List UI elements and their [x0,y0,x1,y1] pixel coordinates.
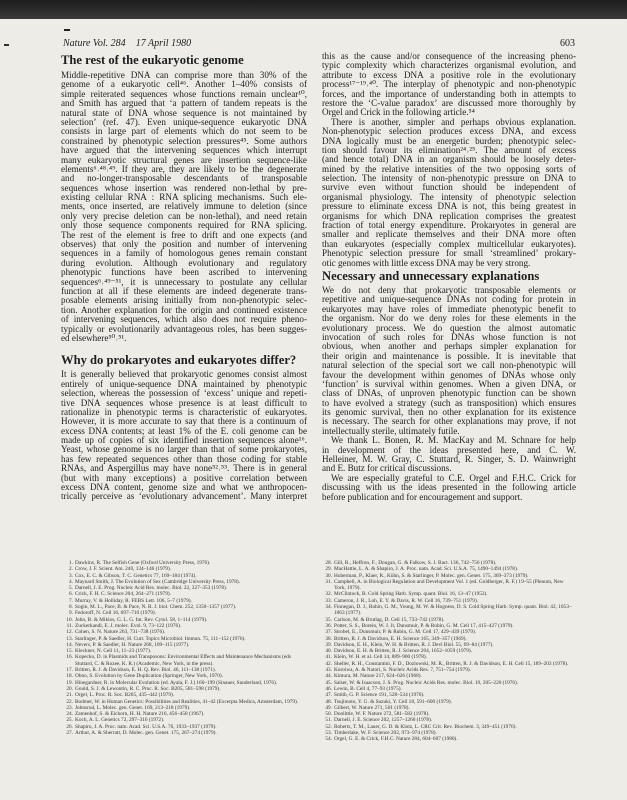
reference-item [322,579,576,592]
reference-text: Kimura, M. Nature 217, 624–626 (1968). [334,673,422,680]
reference-number: 42. [325,660,332,667]
reference-number: 32. [325,591,332,598]
reference-number: 41. [325,654,332,661]
reference-number: 15. [66,648,73,655]
text-line: selection. The intensity of non-phenotypic pressure on DNA to [322,174,576,184]
text-line: during evolution. Although evolutionary and regulatory [61,258,307,268]
text-line: attribute to excess DNA a positive role in the evolutionary [322,70,576,80]
section-heading: Necessary and unnecessary explanations [322,268,540,283]
reference-item [63,730,307,736]
text-line: fraction of total energy expenditure. Prokaryotes in general are [322,221,576,231]
text-line: favour the development within genomes of DNAs whose only [322,370,576,380]
reference-number: 20. [66,685,73,692]
text-line: selection, whereas the possession of ‘excess’ unique and repeti- [61,389,307,399]
reference-text: Johnsrud, L. Molec. gen. Genet. 169, 213–218 (1979). [75,704,191,711]
text-line: has few repeated sequences other than those coding for stable [61,454,307,464]
left-column [61,52,307,502]
text-line: this as the cause and/or consequence of the increasing pheno- [322,52,576,61]
running-header [63,38,201,49]
text-line: in development of the ideas presented here, and C. W. [322,445,576,455]
reference-number: 6. [69,591,73,598]
text-line: repetitive and unique-sequence DNAs not coding for protein in [322,295,576,305]
reference-text: Salser, W. & Isaacson, J. S. Prog. Nucleic Acids Res. molec. Biol. 19, 205–220 (1976). [334,679,519,686]
reference-number: 16. [66,654,73,661]
reference-text: Britten, R. J. & Davidson, E. H. Science 165, 349–357 (1969). [334,635,467,642]
reference-text: Orgel, L. Proc. R. Soc. B205, 435–442 (1979). [75,692,175,699]
paragraph [322,474,576,502]
reference-text: Klein, W. H. et al. Cell 14, 889–900 (1978). [334,654,427,661]
text-line: consists in large part of elements which do not seem to be [61,127,307,137]
text-line: Yeast, whose genome is no larger than that of some prokaryotes, [61,445,307,455]
text-line: The rest of the element is free to drift and one expects (and [61,230,307,240]
reference-number: 36. [325,622,332,629]
issue-date: 17 April 1980 [135,38,192,49]
text-line: natural selection of the special sort we call non-phenotypic will [322,361,576,371]
reference-item [63,654,307,667]
reference-item [322,604,576,617]
reference-number: 43. [325,667,332,674]
reference-number: 52. [325,723,332,730]
reference-number: 44. [325,673,332,680]
reference-number: 53. [325,730,332,737]
reference-number: 21. [66,692,73,699]
reference-number: 5. [69,585,73,592]
reference-number: 12. [66,629,73,636]
text-line: observes) that only the position and number of intervening [61,240,307,250]
reference-number: 35. [325,616,332,623]
reference-text: Gilbert, W. Nature 271, 501 (1978). [334,704,410,711]
reference-text: Crick, F. H. C. Science 204, 264–271 (1979). [75,591,171,598]
text-line: sequences whose insertion was rendered non-lethal by pre- [61,183,307,193]
reference-number: 34. [325,604,332,611]
reference-text: Davidson, E. H. & Britten, R. J. Science 204, 1052–1059 (1979). [334,648,472,655]
text-line: intellectually sterile, ultimately futile. [322,426,460,436]
text-line: natural state of DNA whose sequence is not maintained by [61,108,307,118]
text-line: and E. Butz for critical discussions. [322,464,452,474]
text-line: its genomic survival, then no other explanation for its existence [322,408,576,418]
text-line: Middle-repetitive DNA can comprise more than 30% of the [61,71,307,80]
text-line: elements⁶˒⁴⁸˒⁴⁹. If they are, they are likely to be the degenerate [61,164,307,174]
text-line: We do not deny that prokaryotic transposable elements or [322,285,576,295]
reference-number: 26. [66,723,73,730]
text-line: entirely of unique-sequence DNA maintained by phenotypic [61,379,307,389]
reference-number: 7. [69,597,73,604]
reference-number: 29. [325,566,332,573]
text-line: tive DNA sequences whose presence is at least difficult to [61,398,307,408]
reference-number: 51. [325,717,332,724]
reference-number: 13. [66,635,73,642]
text-line: We are especially grateful to C.E. Orgel and F.H.C. Crick for [331,473,576,483]
reference-number: 27. [66,730,73,737]
section-heading: The rest of the eukaryotic genome [61,53,244,67]
text-line: eukaryotes may have roles of immediate phenotypic benefit to [322,304,576,314]
text-line: excess DNA content, genome size and what we anthropocen- [61,483,307,493]
text-line: RNAs, and Aspergillus may have none⁵²˒⁵³. There is in general [61,464,307,474]
reference-text: Crow, J. F. Scient. Am. 240, 134–146 (1979). [75,566,172,573]
reference-text: Maynard Smith, J. The Evolution of Sex (Cambridge University Press, 1978). [75,578,240,585]
text-line: (and hence total) DNA in an organism should be loosely deter- [322,155,576,165]
text-line: have argued that the intervening sequences which interrupt [61,146,307,156]
text-line: forces, and the importance of understanding both in attempts to [322,89,576,99]
page-number: 603 [560,38,575,49]
text-line: process¹⁷⁻¹⁹˒⁴⁰. The interplay of phenotypic and non-phenotypic [322,80,576,90]
reference-text: Darnell, J. E. Science 202, 1257–1260 (1978). [334,717,433,724]
text-line: their origin and maintenance is possible. It is inevitable that [322,351,576,361]
text-line: It is generally believed that prokaryotic genomes consist almost [61,370,307,380]
reference-number: 14. [66,641,73,648]
text-line: rationalize in phenotypic terms is characteristic of eukaryotes. [61,407,307,417]
text-line: DNA logically must be an energetic burden; phenotypic selec- [322,136,576,146]
reference-text: Carlson, M. & Brutlag, D. Cell 15, 733–742 (1978). [334,616,445,623]
paragraph [61,71,307,343]
reference-number: 19. [66,679,73,686]
text-line: before publication and for encouragement and support. [322,492,523,502]
text-line: There is another, simpler and perhaps obvious explanation. [331,117,576,127]
reference-number: 50. [325,711,332,718]
journal-volume: Nature Vol. 284 [63,38,126,49]
reference-text: John, B. & Miklos, G. L. G. Int. Rev. Cytol. 58, 1–114 (1979). [75,616,208,623]
reference-number: 33. [325,597,332,604]
reference-text: Lewin, B. Cell 4, 77–93 (1975). [334,685,402,692]
text-line: phenotypic functions have been ascribed to intervening [61,268,307,278]
reference-text: Zamenhof, S. & Eichorn, H. H. Nature 216, 456–458 (1967). [75,711,205,718]
reference-number: 11. [66,622,73,629]
reference-number: 2. [69,566,73,573]
scan-mark [4,44,9,46]
reference-text: Kleckner, N. Cell 11, 11–23 (1977). [75,648,152,655]
text-line: restore the ‘C-value paradox’ are discussed more thoroughly by [322,98,576,108]
text-line: Phenotypic selection pressure for small ‘streamlined’ prokary- [322,249,576,259]
text-line: sequences⁶˒⁴⁹⁻⁵¹, it is unnecessary to postulate any cellular [61,277,307,287]
reference-text: Orgel, G. E. & Crick, F.H.C. Nature 284, 604–607 (1980). [334,736,458,743]
text-line: (but with many exceptions) a positive correlation between [61,473,307,483]
scan-mark [64,29,70,31]
reference-number: 22. [66,698,73,705]
text-line: otic genomes with little excess DNA may be very strong. [322,258,531,268]
reference-text: Kopecko, D. in Plasmids and Transposons: Environmental Effects and Maintenance Mechanisms (eds Stuttard, C. & Rozee, K. R.) (Academic, New York, in the press). [75,654,292,667]
text-line: genome of a eukaryotic cell⁴⁶. Another 1–40% consists of [61,80,307,90]
reference-number: 3. [69,572,73,579]
text-line: function at all if these elements are indeed degenerate trans- [61,286,307,296]
text-line: and Smith has argued that ‘a pattern of tandem repeats is the [61,99,307,109]
text-line: tion should favour its elimination²⁴˒²⁵. The amount of excess [322,145,576,155]
text-line: class of DNAs, of unproven phenotypic function can be shown [322,389,576,399]
text-line: mined by the relative intensities of the two opposing sorts of [322,164,576,174]
text-line: posable elements arising initially from non-phenotypic selec- [61,296,307,306]
reference-number: 54. [325,736,332,743]
reference-text: Gill, R., Heffron, F., Dougan, G. & Falkow, S. J. Bact. 136, 742–756 (1978). [334,560,497,566]
reference-number: 18. [66,673,73,680]
reference-text: McClintock, B. Cold Spring Harb. Symp. quant. Biol. 16, 13–47 (1952). [334,591,488,598]
text-line: Helleiner, M. W. Gray, C. Stuttard, R. Singer, S. D. Wainwright [322,455,576,465]
reference-text: Smith, G. P. Science 191, 528–534 (1976). [334,692,425,699]
text-line: However, it is more accurate to say that there is a continuum of [61,417,307,427]
reference-number: 37. [325,629,332,636]
reference-number: 23. [66,704,73,711]
reference-number: 48. [325,698,332,705]
paragraph [322,286,576,436]
reference-number: 40. [325,648,332,655]
reference-text: Cameron, J. R., Loh, E. Y. & Davis, R. W. Cell 16, 739–751 (1979). [334,597,479,604]
text-line: ed elsewhere⁵⁰˒⁵¹. [61,333,127,343]
text-line: typically or evolutionarily advantageous roles, has been sugges- [61,324,307,334]
text-line: excess DNA contents; at least 1% of the E. coli genome can be [61,426,307,436]
scan-border [0,0,627,19]
right-column [322,52,576,502]
text-line: the organism. Nor do we deny roles for these elements in the [322,314,576,324]
text-line: survive even without function should be independent of [322,183,576,193]
reference-text: Finnegan, D. J., Rubin, G. M., Young, M. W. & Hogness, D. S. Cold Spring Harb. Symp. quant. Biol. 42, 1053–1063 (1977). [334,604,572,617]
reference-number: 10. [66,616,73,623]
text-line: invocation of such roles for DNAs whose function is not [322,332,576,342]
references-left [63,560,307,736]
reference-text: Potter, S. S., Borein, W. J. Jr, Dunsmuir, P. & Rubin, G. M. Cell 17, 415–427 (1979). [334,622,514,629]
reference-text: Doolittle, W. F. Nature 272, 581–582 (1978). [334,711,430,718]
text-line: evolutionary process. We do question the almost automatic [322,323,576,333]
reference-text: Ohno, S. Evolution by Gene Duplication (Springer, New York, 1970). [75,673,223,680]
text-line: tion. Another explanation for the origin and continued existence [61,305,307,315]
reference-text: Shapiro, J. A. Proc. natn. Acad. Sci. U.S.A. 76, 1933–1937 (1979). [75,723,217,730]
paragraph [322,436,576,474]
text-line: We thank L. Bonen, R. M. MacKay and M. Schnare for help [331,436,576,446]
text-line: obvious, when another and perhaps simpler explanation for [322,342,576,352]
text-line: simple reiterated sequences whose functions remain unclear¹⁰, [61,89,307,99]
text-line: selection’ (ref. 47). Even unique-sequence eukaryotic DNA [61,117,307,127]
text-line: pressure to eliminate excess DNA is not, this being greatest in [322,202,576,212]
reference-text: Darnell, J. E. Prog. Nucleic Acid Res. molec. Biol. 22, 327–353 (1978). [75,585,228,592]
reference-item [322,736,576,742]
text-line: to have evolved a strategy (such as transposition) which ensures [322,398,576,408]
reference-text: Tsujimoto, Y. G. & Suzuki, Y. Cell 18, 591–600 (1979). [334,698,452,705]
reference-text: Britten, R. J. & Davidson, E. H. Q. Rev. Biol. 46, 111–138 (1971). [75,667,216,674]
reference-text: Cox, E. C. & Gibson, T. C. Genetics 77, 169–184 (1974). [75,572,197,579]
text-line: discussing with us the ideas presented in the following article [322,483,576,493]
text-line: constrained by phenotypic selection pressures⁴⁵. Some authors [61,136,307,146]
reference-text: Davidson, E. H., Klein, W. H. & Britten, R. J. Devl Biol. 55, 69–84 (1977). [334,641,494,648]
reference-number: 47. [325,692,332,699]
reference-number: 4. [69,578,73,585]
reference-number: 38. [325,635,332,642]
reference-number: 49. [325,704,332,711]
paragraph [322,118,576,268]
text-line: typic complexity which characterizes organismal evolution, and [322,61,576,71]
paragraph [322,52,576,118]
text-line: than eukaryotes (especially complex multicellular eukaryotes). [322,239,576,249]
text-line: Non-phenotypic selection produces excess DNA, and excess [322,127,576,137]
text-line: many eukaryotic structural genes are insertion sequence-like [61,155,307,165]
text-line: trically perceive as ‘evolutionary advancement’. Many interpret [61,492,307,502]
text-line: smaller and replicate themselves and their DNA more often [322,230,576,240]
reference-text: Strobel, E., Dunsmuir, P. & Rubin, G. M. Cell 17, 429–439 (1979). [334,629,477,636]
section-heading: Why do prokaryotes and eukaryotes differ? [61,353,297,368]
reference-text: Sogin, M. L., Pace, B. & Pace, N. R. J. biol. Chem. 252, 1350–1357 (1977). [75,604,237,611]
text-line: organisms for which DNA replication comprises the greatest [322,211,576,221]
reference-number: 39. [325,641,332,648]
text-line: is necessary. The search for other explanations may prove, if not [322,417,576,427]
reference-number: 24. [66,711,73,718]
text-line: and no-longer-transposable descendants of transposable [61,174,307,184]
reference-text: Arthur, A. & Sherratt, D. Molec. gen. Genet. 175, 267–274 (1979). [75,730,217,737]
reference-text: Zuckerkandl, E. J. molec. Evol. 9, 73–122 (1976). [75,622,182,629]
reference-text: Huberman, P., Klaer, R., Kühn, S. & Starlinger, P. Molec. gen. Genet. 175, 369–373 (1979). [334,572,529,579]
text-line: organismal physiology. The intensity of phenotypic selection [322,192,576,202]
reference-text: Gould, S. J. & Lewontin, R. C. Proc. R. Soc. B205, 581–598 (1979). [75,685,221,692]
reference-text: Sheller, R. H., Constantini, F. D., Dozlowski, M. R., Britten, R. J. & Davidson, E. H. Cell 15, 189–203 (1978). [334,660,569,667]
reference-text: Nevers, P. & Saedler, H. Nature 268, 109–115 (1977). [75,641,190,648]
reference-text: Fedoroff, N. Cell 16, 697–710 (1979). [75,610,156,617]
reference-text: Roberts, T. M., Lauer, G. D. & Klotz, L. CRC Crit. Rev. Biochem. 3, 349–451 (1976). [334,723,517,730]
reference-number: 46. [325,685,332,692]
reference-number: 8. [69,604,73,611]
paragraph [61,370,307,501]
references-right [322,560,576,743]
text-line: existing cellular RNA : RNA splicing mechanisms. Such ele- [61,193,307,203]
reference-text: MacHattie, L. A. & Shapiro, J. A. Proc. natn. Acad. Sci. U.S.A. 75, 1490–1494 (1978). [334,566,519,573]
text-line: of intervening sequences, which also does not require pheno- [61,315,307,325]
reference-text: Kuroiwa, A. & Natori, S. Nucleic Acids Res. 7, 751–754 (1979). [334,667,471,674]
text-line: made up of copies of six identified insertion sequences alone¹⁶. [61,436,307,446]
reference-number: 1. [69,560,73,566]
reference-number: 17. [66,667,73,674]
reference-number: 31. [325,578,332,585]
reference-text: Starlinger, P. & Saedler, H. Curr. Topics Microbiol. Immun. 75, 111–152 (1976). [75,635,246,642]
reference-number: 45. [325,679,332,686]
reference-text: Koch, A. L. Genetics 72, 297–316 (1972). [75,717,165,724]
reference-text: Hinegardner, R. in Molecular Evolution (ed. Ayala, F. J.) 160–199 (Sinauer, Sunderland, 1976). [75,679,278,686]
reference-number: 25. [66,717,73,724]
text-line: ments, once inserted, are relatively immune to deletion (since [61,202,307,212]
reference-number: 30. [325,572,332,579]
reference-number: 9. [69,610,73,617]
text-line: Orgel and Crick in the following article.⁵⁴ [322,108,475,118]
reference-text: Timberlake, W. F. Science 202, 973–974 (1978). [334,730,437,737]
reference-text: Dawkins, R. The Selfish Gene (Oxford University Press, 1976). [75,560,211,566]
reference-number: 28. [325,560,332,566]
reference-text: Cohen, S. N. Nature 263, 731–738 (1976). [75,629,166,636]
reference-text: Bodmer, W. in Human Genetics: Possibilities and Realities, 41–42 (Excerpta Medica, Amsterdam, 1979). [75,698,299,705]
text-line: only those sequence components required for RNA splicing. [61,221,307,231]
text-line: only very precise deletion can be non-lethal), and need retain [61,211,307,221]
reference-text: Murray, V. & Holliday, R. FEBS Lett. 106, 5–7 (1979). [75,597,192,604]
reference-text: Campbell, A. in Biological Regulation and Development Vol. 1 (ed. Goldberger, R. F.) 19–55 (Plenum, New York, 1979). [334,578,564,592]
text-line: ‘function’ is survival within genomes. When a given DNA, or [322,379,576,389]
text-line: sequences in a family of homologous genes remain constant [61,249,307,259]
